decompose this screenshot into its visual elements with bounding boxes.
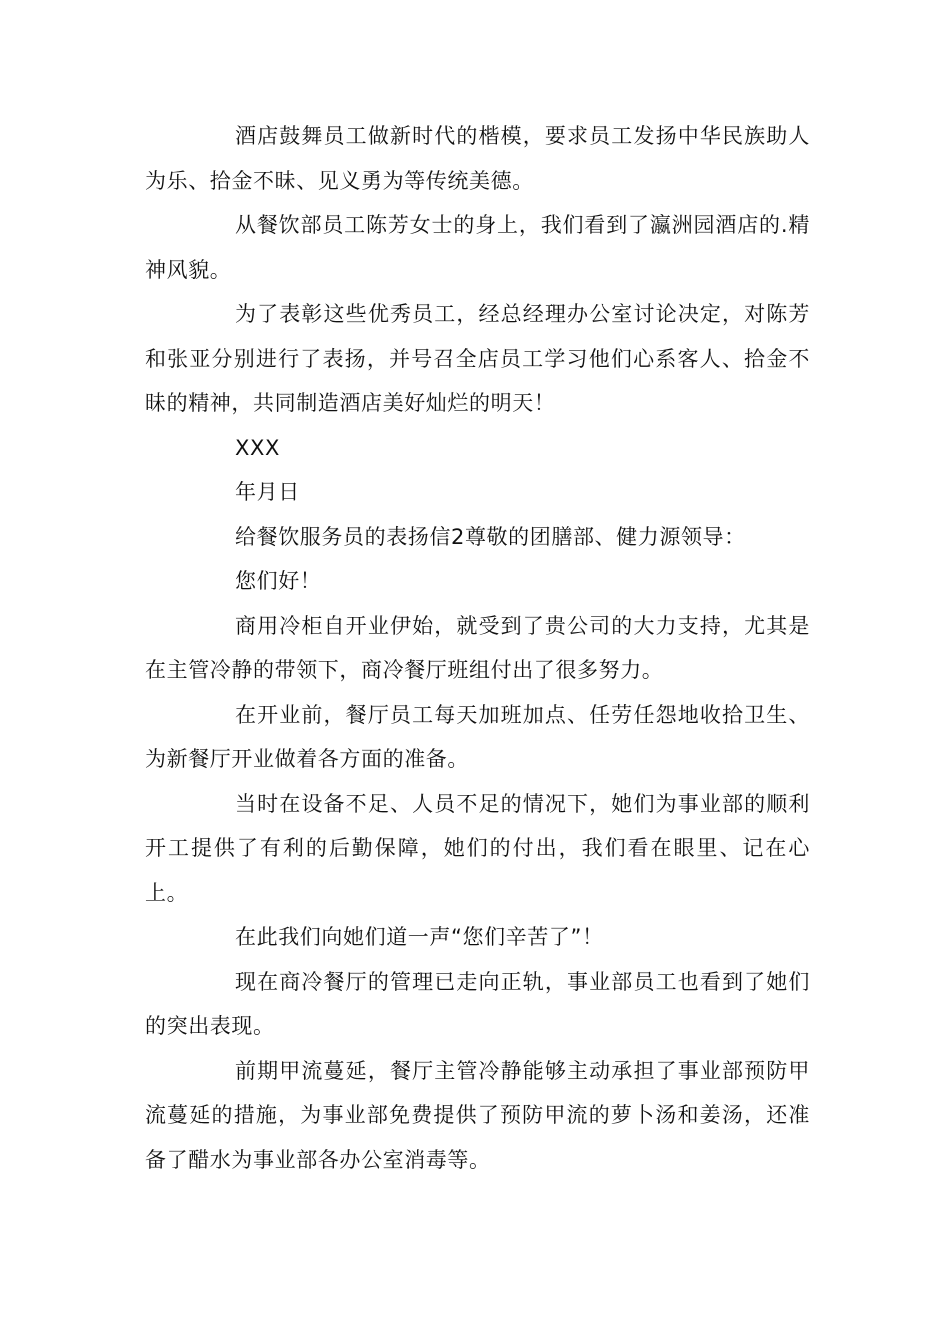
paragraph-thanks: 在此我们向她们道一声“您们辛苦了”！ <box>235 925 604 949</box>
paragraph-preparation: 在开业前，餐厅员工每天加班加点、任劳任怨地收拾卫生、为新餐厅开业做着各方面的准备。 <box>145 702 810 771</box>
letter-2-greeting: 您们好！ <box>235 569 322 593</box>
paragraph-commendation-decision: 为了表彰这些优秀员工，经总经理办公室讨论决定，对陈芳和张亚分别进行了表扬，并号召全店员工学习他们心系客人、拾金不昧的精神，共同制造酒店美好灿烂的明天！ <box>145 302 810 415</box>
letter-2-salutation: 给餐饮服务员的表扬信2尊敬的团膳部、健力源领导： <box>235 524 746 549</box>
signature-date: 年月日 <box>235 480 300 504</box>
paragraph-role-model: 酒店鼓舞员工做新时代的楷模，要求员工发扬中华民族助人为乐、拾金不昧、见义勇为等传统美德。 <box>145 124 810 193</box>
paragraph-management: 现在商冷餐厅的管理已走向正轨，事业部员工也看到了她们的突出表现。 <box>145 969 810 1038</box>
paragraph-chen-fang: 从餐饮部员工陈芳女士的身上，我们看到了瀛洲园酒店的.精神风貌。 <box>145 213 810 282</box>
paragraph-logistics: 当时在设备不足、人员不足的情况下，她们为事业部的顺利开工提供了有利的后勤保障，她们的付出，我们看在眼里、记在心上。 <box>145 791 810 905</box>
document-body <box>145 114 810 1182</box>
paragraph-support: 商用冷柜自开业伊始，就受到了贵公司的大力支持，尤其是在主管冷静的带领下，商冷餐厅班组付出了很多努力。 <box>145 613 810 682</box>
signature-name: XXX <box>235 435 280 460</box>
paragraph-flu-prevention: 前期甲流蔓延，餐厅主管冷静能够主动承担了事业部预防甲流蔓延的措施，为事业部免费提供了预防甲流的萝卜汤和姜汤，还准备了醋水为事业部各办公室消毒等。 <box>145 1058 810 1172</box>
